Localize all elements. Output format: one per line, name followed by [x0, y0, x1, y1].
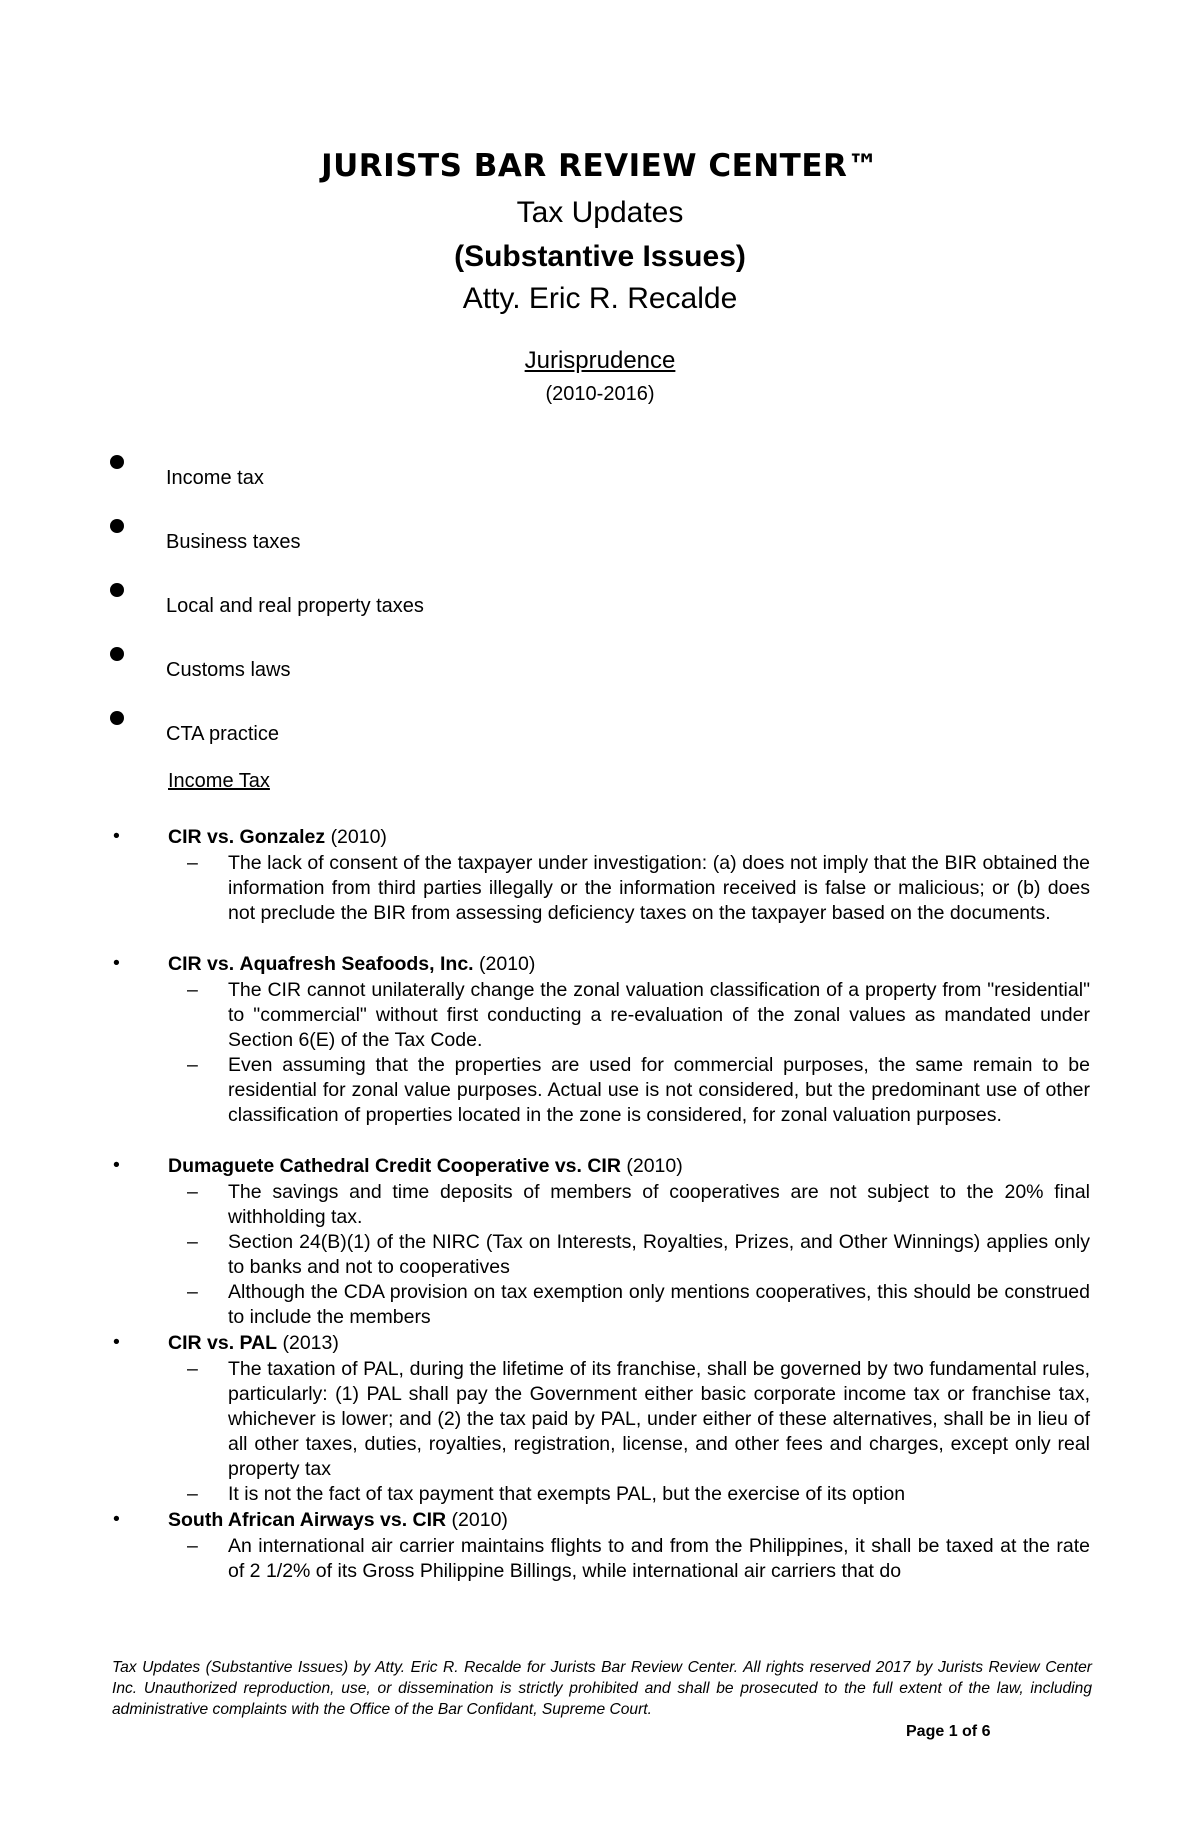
case-year: (2013)	[282, 1332, 339, 1354]
case-point	[187, 1230, 1090, 1280]
topic-item	[110, 711, 610, 751]
page-number: Page 1 of 6	[906, 1723, 991, 1740]
case-year: (2010)	[479, 953, 536, 975]
case-title	[113, 952, 536, 976]
dash-icon: –	[187, 1054, 198, 1076]
topic-item	[110, 455, 610, 495]
case-point	[187, 978, 1090, 1053]
section-heading-income-tax: Income Tax	[168, 770, 270, 792]
case-parties: Dumaguete Cathedral Credit Cooperative vs. CIR	[168, 1155, 621, 1177]
dash-icon: –	[187, 1358, 198, 1380]
case-point-text: Although the CDA provision on tax exemption only mentions cooperatives, this should be construed to include the members	[228, 1281, 1090, 1328]
dash-icon: –	[187, 1181, 198, 1203]
document-subtitle-issues: (Substantive Issues)	[454, 240, 746, 273]
bullet-dot-icon	[110, 711, 124, 725]
case-year: (2010)	[451, 1509, 508, 1531]
bullet-dot-icon	[110, 519, 124, 533]
case-point	[187, 1482, 1090, 1507]
case-year: (2010)	[626, 1155, 683, 1177]
case-point	[187, 1280, 1090, 1330]
case-point	[187, 1053, 1090, 1128]
topic-item	[110, 583, 610, 623]
case-title	[113, 1508, 508, 1532]
topic-label: Business taxes	[166, 531, 301, 553]
case-parties-name: Aquafresh Seafoods, Inc.	[239, 953, 474, 975]
case-title	[113, 1331, 339, 1355]
case-point-text: Section 24(B)(1) of the NIRC (Tax on Interests, Royalties, Prizes, and Other Winnings) applies only to banks and not to cooperatives	[228, 1231, 1090, 1278]
document-subtitle: Tax Updates	[516, 196, 684, 229]
bullet-icon: •	[113, 1508, 120, 1530]
copyright-footer: Tax Updates (Substantive Issues) by Atty. Eric R. Recalde for Jurists Bar Review Center. All rights reserved 2017 by Jurists Review Center Inc. Unauthorized reproduction, use, or dissemination is strictly prohibited and shall be prosecuted to the full extent of the law, including administrative complaints with the Office of the Bar Confidant, Supreme Court.	[112, 1659, 1092, 1718]
case-parties: South African Airways vs. CIR	[168, 1509, 447, 1531]
section-jurisprudence: Jurisprudence	[524, 347, 676, 374]
case-point-text: Even assuming that the properties are used for commercial purposes, the same remain to be residential for zonal value purposes. Actual use is not considered, but the predominant use of other classification of properties located in the zone is considered, for zonal valuation purposes.	[228, 1054, 1090, 1126]
case-parties: CIR vs.	[168, 826, 235, 848]
case-point	[187, 1357, 1090, 1482]
case-point-text: An international air carrier maintains flights to and from the Philippines, it shall be taxed at the rate of 2 1/2% of its Gross Philippine Billings, while international air carriers that do	[228, 1535, 1090, 1582]
topic-item	[110, 519, 610, 559]
bullet-dot-icon	[110, 583, 124, 597]
dash-icon: –	[187, 852, 198, 874]
bullet-dot-icon	[110, 647, 124, 661]
topic-label: Local and real property taxes	[166, 595, 424, 617]
case-title	[113, 1154, 683, 1178]
case-point	[187, 851, 1090, 926]
topic-label: Income tax	[166, 467, 264, 489]
bullet-icon: •	[113, 1331, 120, 1353]
dash-icon: –	[187, 1483, 198, 1505]
dash-icon: –	[187, 1281, 198, 1303]
year-range: (2010-2016)	[545, 383, 655, 405]
bullet-dot-icon	[110, 455, 124, 469]
dash-icon: –	[187, 1231, 198, 1253]
case-parties: CIR vs.	[168, 953, 235, 975]
dash-icon: –	[187, 1535, 198, 1557]
case-point-text: The lack of consent of the taxpayer under investigation: (a) does not imply that the BIR obtained the information from third parties illegally or the information received is false or malicious; or (b) does not preclude the BIR from assessing deficiency taxes on the taxpayer based on the documents.	[228, 852, 1090, 924]
bullet-icon: •	[113, 952, 120, 974]
case-year: (2010)	[330, 826, 387, 848]
topic-label: CTA practice	[166, 723, 279, 745]
bullet-icon: •	[113, 1154, 120, 1176]
case-point-text: It is not the fact of tax payment that exempts PAL, but the exercise of its option	[228, 1483, 906, 1505]
author-name: Atty. Eric R. Recalde	[462, 282, 738, 315]
topic-label: Customs laws	[166, 659, 291, 681]
topic-item	[110, 647, 610, 687]
case-point	[187, 1180, 1090, 1230]
case-title	[113, 825, 387, 849]
case-point-text: The CIR cannot unilaterally change the zonal valuation classification of a property from "residential" to "commercial" without first conducting a re-evaluation of the zonal values as mandated under Section 6(E) of the Tax Code.	[228, 979, 1090, 1051]
case-point	[187, 1534, 1090, 1584]
case-parties-name: Gonzalez	[239, 826, 326, 848]
case-point-text: The taxation of PAL, during the lifetime of its franchise, shall be governed by two fundamental rules, particularly: (1) PAL shall pay the Government either basic corporate income tax or franchise tax, whichever is lower; and (2) the tax paid by PAL, under either of these alternatives, shall be in lieu of all other taxes, duties, royalties, registration, license, and other fees and charges, except only real property tax	[228, 1358, 1090, 1480]
bullet-icon: •	[113, 825, 120, 847]
dash-icon: –	[187, 979, 198, 1001]
case-parties: CIR vs. PAL	[168, 1332, 278, 1354]
document-title: JURISTS BAR REVIEW CENTER™	[321, 148, 879, 184]
case-point-text: The savings and time deposits of members of cooperatives are not subject to the 20% final withholding tax.	[228, 1181, 1090, 1228]
